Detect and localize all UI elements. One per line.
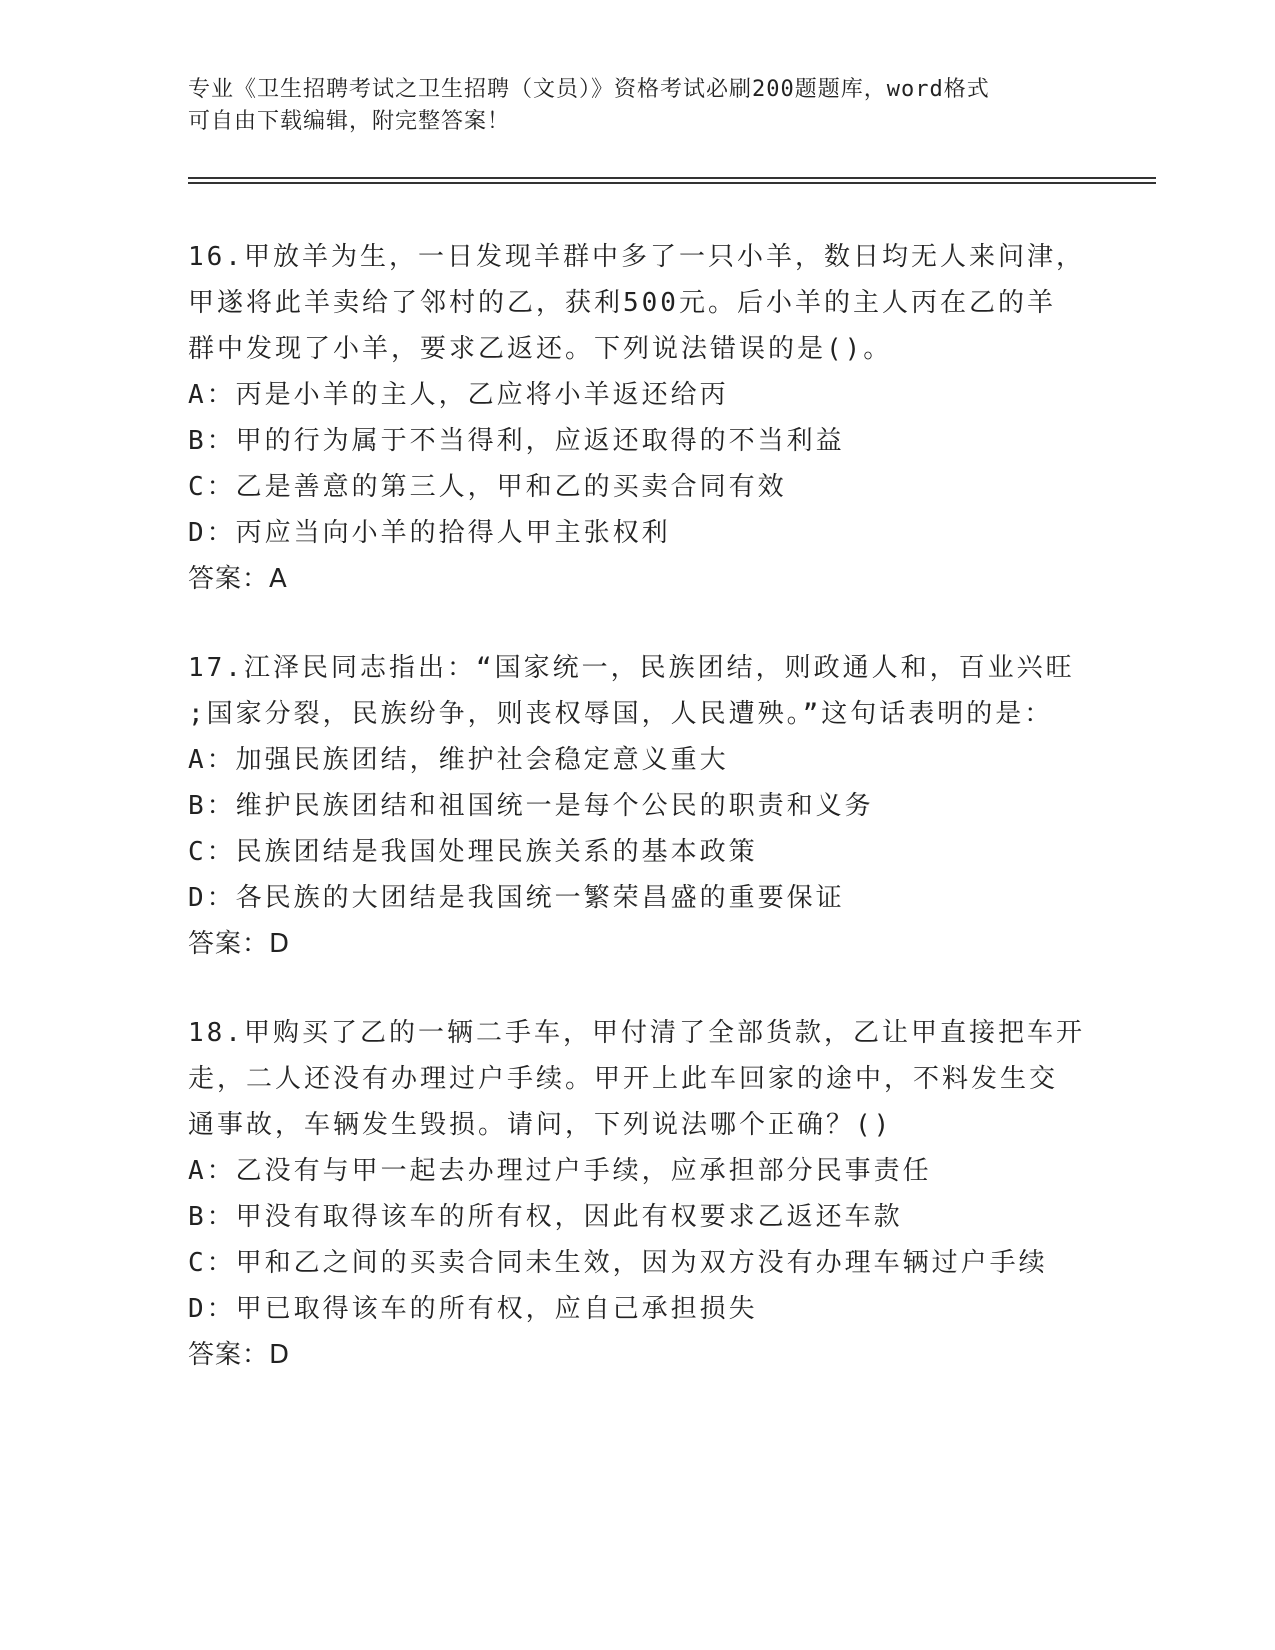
option-c: C：乙是善意的第三人，甲和乙的买卖合同有效 [188,472,787,502]
question-18 [188,1010,1088,1378]
option-b: B：甲没有取得该车的所有权，因此有权要求乙返还车款 [188,1202,903,1232]
answer-line: 答案：A [188,564,288,594]
question-stem-line: 17.江泽民同志指出：“国家统一，民族团结，则政通人和，百业兴旺 [188,653,1075,683]
option-a: A：丙是小羊的主人，乙应将小羊返还给丙 [188,380,729,410]
question-stem-line: ;国家分裂，民族纷争，则丧权辱国，人民遭殃。”这句话表明的是： [188,699,1054,729]
answer-line: 答案：D [188,929,291,959]
option-c: C：民族团结是我国处理民族关系的基本政策 [188,837,758,867]
document-header [188,74,1088,138]
question-stem-line: 通事故，车辆发生毁损。请问，下列说法哪个正确？() [188,1110,893,1140]
header-divider-bottom [188,182,1156,184]
question-16 [188,234,1088,602]
option-a: A：加强民族团结，维护社会稳定意义重大 [188,745,729,775]
option-b: B：维护民族团结和祖国统一是每个公民的职责和义务 [188,791,874,821]
question-17 [188,645,1088,967]
header-title-line-2: 可自由下载编辑，附完整答案！ [188,109,511,134]
option-c: C：甲和乙之间的买卖合同未生效，因为双方没有办理车辆过户手续 [188,1248,1048,1278]
question-stem-line: 群中发现了小羊，要求乙返还。下列说法错误的是()。 [188,334,893,364]
option-d: D：丙应当向小羊的拾得人甲主张权利 [188,518,671,548]
header-divider-top [188,177,1156,179]
question-stem-line: 甲遂将此羊卖给了邻村的乙，获利500元。后小羊的主人丙在乙的羊 [188,288,1056,318]
option-b: B：甲的行为属于不当得利，应返还取得的不当利益 [188,426,845,456]
option-a: A：乙没有与甲一起去办理过户手续，应承担部分民事责任 [188,1156,932,1186]
question-stem-line: 18.甲购买了乙的一辆二手车，甲付清了全部货款，乙让甲直接把车开 [188,1018,1085,1048]
question-stem-line: 走，二人还没有办理过户手续。甲开上此车回家的途中，不料发生交 [188,1064,1059,1094]
question-stem-line: 16.甲放羊为生，一日发现羊群中多了一只小羊，数日均无人来问津， [188,242,1085,272]
answer-line: 答案：D [188,1340,291,1370]
option-d: D：甲已取得该车的所有权，应自己承担损失 [188,1294,758,1324]
header-title-line-1: 专业《卫生招聘考试之卫生招聘（文员）》资格考试必刷200题题库，word格式 [188,77,990,102]
option-d: D：各民族的大团结是我国统一繁荣昌盛的重要保证 [188,883,845,913]
